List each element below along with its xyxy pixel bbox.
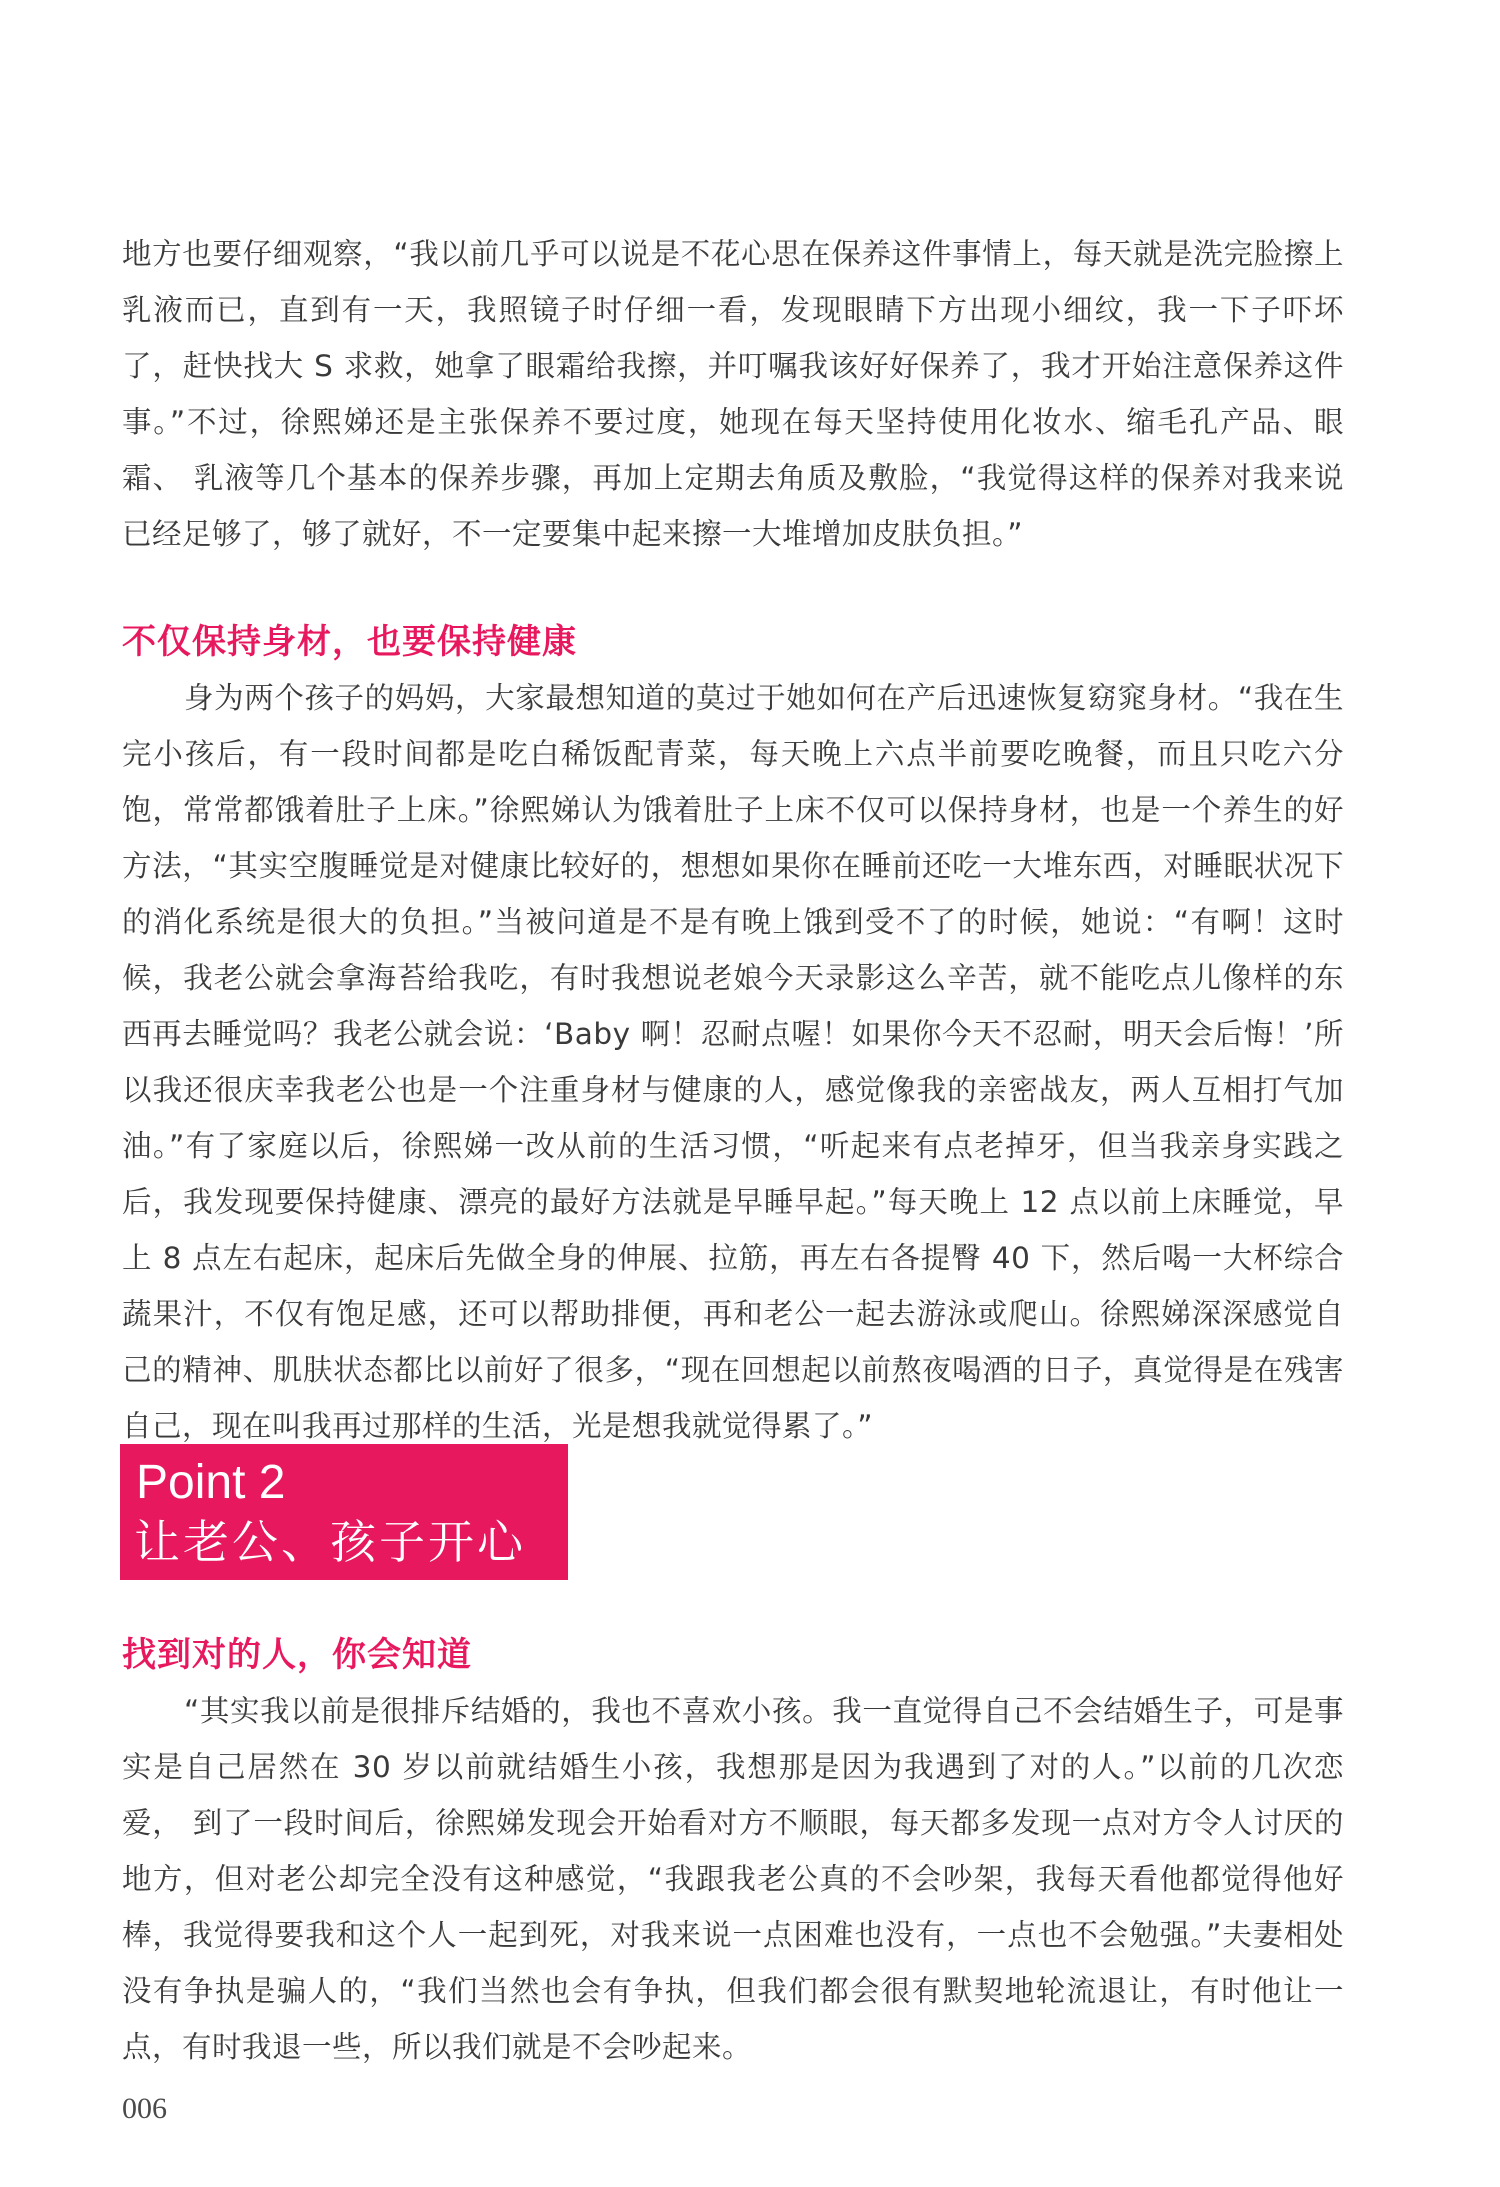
page-number: 006 [122,2092,167,2125]
body-paragraph-right-person: “其实我以前是很排斥结婚的，我也不喜欢小孩。我一直觉得自己不会结婚生子，可是事实是自己居然在 30 岁以前就结婚生小孩，我想那是因为我遇到了对的人。”以前的几次恋爱， 到了一段时间后，徐熙娣发现会开始看对方不顺眼，每天都多发现一点对方令人讨厌的地方，但对老公却完全没有这种感觉，“我跟我老公真的不会吵架，我每天看他都觉得他好棒，我觉得要我和这个人一起到死，对我来说一点困难也没有，一点也不会勉强。”夫妻相处没有争执是骗人的，“我们当然也会有争执，但我们都会很有默契地轮流退让，有时他让一点，有时我退一些，所以我们就是不会吵起来。 [122,1694,1344,2064]
point-banner-number: Point 2 [136,1456,286,1509]
section-heading-right-person: 找到对的人，你会知道 [122,1635,472,1675]
section-heading-body-health: 不仅保持身材，也要保持健康 [122,622,577,662]
body-paragraph-skincare: 地方也要仔细观察，“我以前几乎可以说是不花心思在保养这件事情上，每天就是洗完脸擦上乳液而已，直到有一天，我照镜子时仔细一看，发现眼睛下方出现小细纹，我一下子吓坏了，赶快找大 S 求救，她拿了眼霜给我擦，并叮嘱我该好好保养了，我才开始注意保养这件事。”不过，徐熙娣还是主张保养不要过度，她现在每天坚持使用化妆水、缩毛孔产品、眼霜、 乳液等几个基本的保养步骤，再加上定期去角质及敷脸，“我觉得这样的保养对我来说已经足够了，够了就好，不一定要集中起来擦一大堆增加皮肤负担。” [122,237,1344,551]
point-banner-title: 让老公、孩子开心 [134,1515,526,1569]
point-banner [120,1444,568,1580]
body-paragraph-body-health: 身为两个孩子的妈妈，大家最想知道的莫过于她如何在产后迅速恢复窈窕身材。“我在生完小孩后，有一段时间都是吃白稀饭配青菜，每天晚上六点半前要吃晚餐，而且只吃六分饱，常常都饿着肚子上床。”徐熙娣认为饿着肚子上床不仅可以保持身材，也是一个养生的好方法，“其实空腹睡觉是对健康比较好的，想想如果你在睡前还吃一大堆东西，对睡眠状况下的消化系统是很大的负担。”当被问道是不是有晚上饿到受不了的时候，她说：“有啊！这时候，我老公就会拿海苔给我吃，有时我想说老娘今天录影这么辛苦，就不能吃点儿像样的东西再去睡觉吗？我老公就会说：‘Baby 啊！忍耐点喔！如果你今天不忍耐，明天会后悔！’所以我还很庆幸我老公也是一个注重身材与健康的人，感觉像我的亲密战友，两人互相打气加油。”有了家庭以后，徐熙娣一改从前的生活习惯，“听起来有点老掉牙，但当我亲身实践之后，我发现要保持健康、漂亮的最好方法就是早睡早起。”每天晚上 12 点以前上床睡觉，早上 8 点左右起床，起床后先做全身的伸展、拉筋，再左右各提臀 40 下，然后喝一大杯综合蔬果汁，不仅有饱足感，还可以帮助排便，再和老公一起去游泳或爬山。徐熙娣深深感觉自己的精神、肌肤状态都比以前好了很多，“现在回想起以前熬夜喝酒的日子，真觉得是在残害自己，现在叫我再过那样的生活，光是想我就觉得累了。” [122,681,1344,1443]
